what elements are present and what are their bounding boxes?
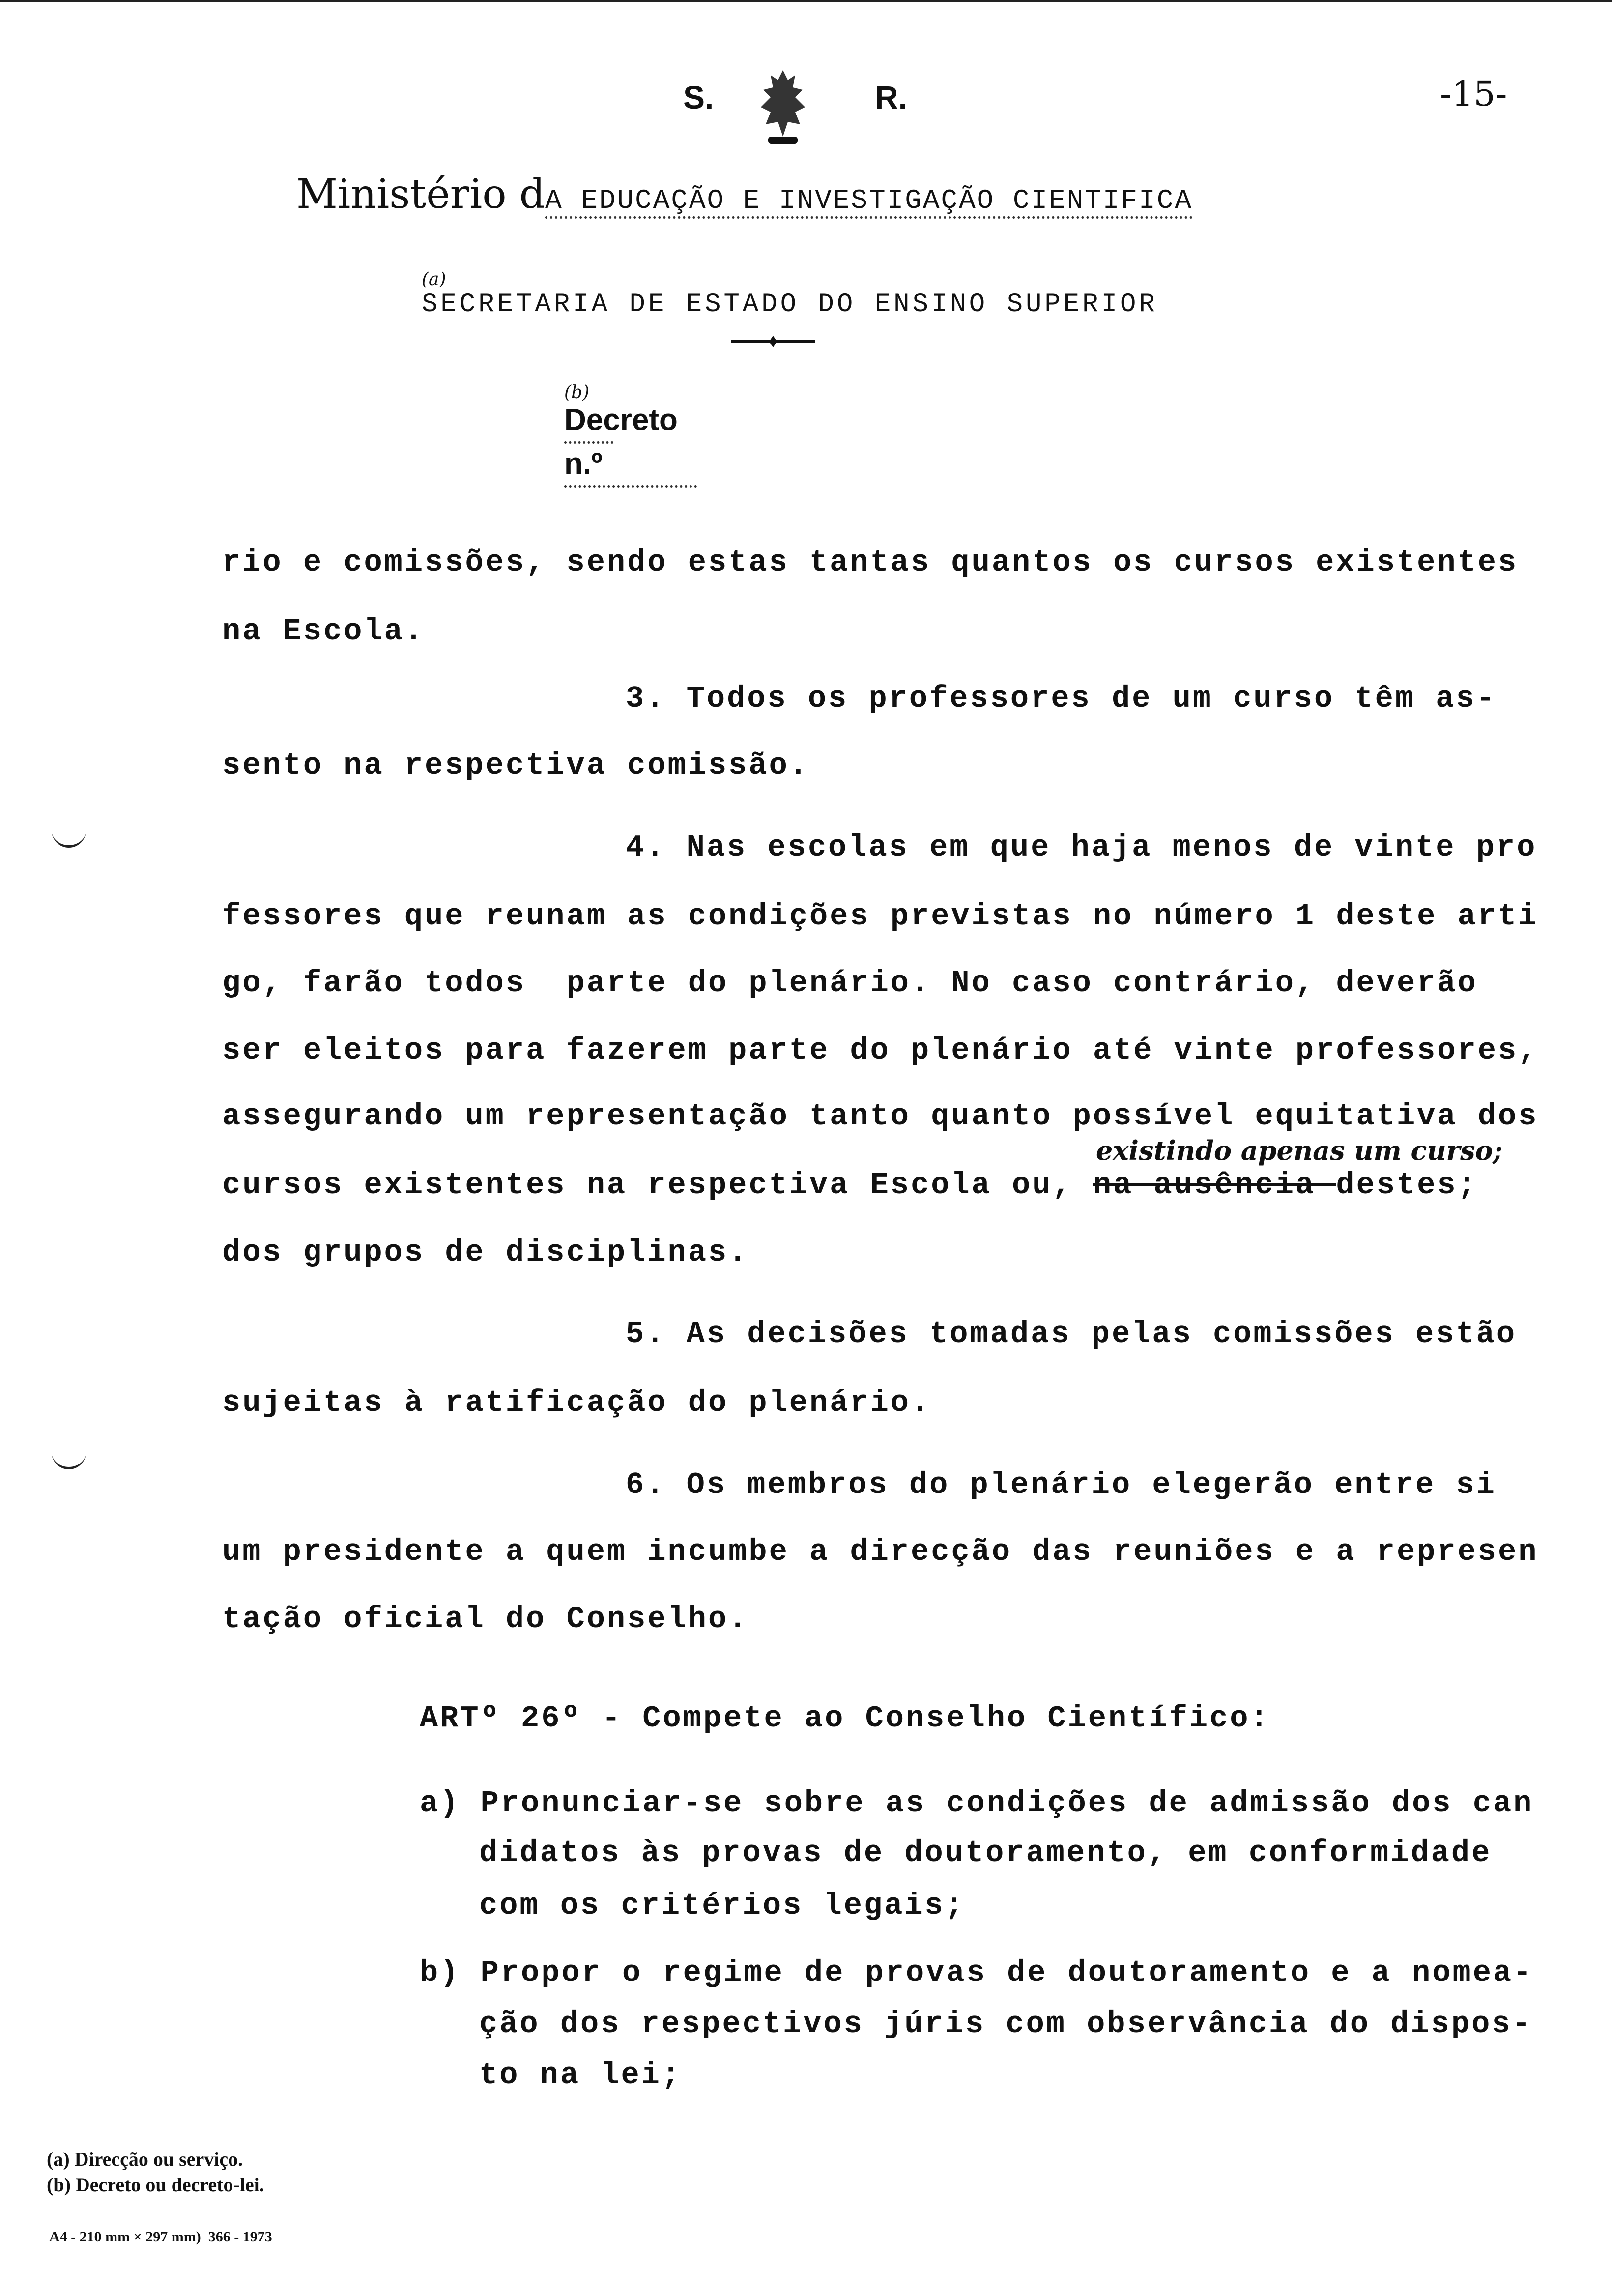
- margin-mark: [52, 1452, 86, 1469]
- body-line: assegurando um representação tanto quanto possível equitativa dos: [222, 1099, 1539, 1134]
- struck-text: na ausência: [1093, 1168, 1336, 1203]
- margin-mark: [52, 831, 86, 848]
- item-b-cont: to na lei;: [479, 2058, 682, 2093]
- item-b: b) Propor o regime de provas de doutoramento e a nomea-: [420, 1955, 1534, 1990]
- decreto-blank: [564, 441, 613, 444]
- footnote-marker-b: (b): [564, 382, 590, 402]
- body-line-with-strike: [222, 1168, 1478, 1203]
- body-line: sento na respectiva comissão.: [222, 748, 809, 783]
- form-code: A4 - 210 mm × 297 mm) 366 - 1973: [49, 2229, 272, 2245]
- body-line: tação oficial do Conselho.: [222, 1602, 749, 1636]
- decreto-label: Decreto: [564, 403, 678, 437]
- r-label: R.: [875, 79, 907, 115]
- item-b-cont: ção dos respectivos júris com observância do dispos-: [479, 2007, 1532, 2041]
- body-line: um presidente a quem incumbe a direcção das reuniões e a represen: [222, 1534, 1539, 1569]
- top-border: [0, 0, 1612, 2]
- ministry-title: [292, 162, 1193, 218]
- body-line-text: cursos existentes na respectiva Escola ou,: [222, 1168, 1093, 1203]
- item-a: a) Pronunciar-se sobre as condições de admissão dos can: [420, 1786, 1534, 1821]
- ministry-name: A EDUCAÇÃO E INVESTIGAÇÃO CIENTIFICA: [545, 185, 1193, 219]
- after-struck-text: destes;: [1336, 1168, 1478, 1203]
- body-line: na Escola.: [222, 614, 425, 649]
- body-line: rio e comissões, sendo estas tantas quantos os cursos existentes: [222, 545, 1519, 580]
- secretaria-name: SECRETARIA DE ESTADO DO ENSINO SUPERIOR: [422, 289, 1158, 319]
- coat-of-arms-emblem: [749, 59, 808, 138]
- paragraph-5: 5. As decisões tomadas pelas comissões estão: [626, 1317, 1517, 1351]
- decreto-line: [560, 373, 697, 490]
- item-a-cont: didatos às provas de doutoramento, em conformidade: [479, 1836, 1492, 1870]
- body-line: dos grupos de disciplinas.: [222, 1235, 749, 1270]
- footnote-b: (b) Decreto ou decreto-lei.: [47, 2174, 264, 2196]
- s-label: S.: [683, 79, 714, 115]
- footnote-marker-a: (a): [422, 269, 446, 289]
- body-line: go, farão todos parte do plenário. No caso contrário, deverão: [222, 966, 1478, 1001]
- numero-label: n.º: [564, 447, 603, 481]
- item-a-cont: com os critérios legais;: [479, 1888, 965, 1923]
- ornament-divider: [727, 327, 811, 337]
- footnote-a: (a) Direcção ou serviço.: [47, 2148, 243, 2170]
- page-number: -15-: [1440, 74, 1507, 114]
- paragraph-6: 6. Os membros do plenário elegerão entre si: [626, 1467, 1497, 1502]
- body-line: sujeitas à ratificação do plenário.: [222, 1385, 931, 1420]
- paragraph-3: 3. Todos os professores de um curso têm as-: [626, 681, 1497, 716]
- secretaria-line: [418, 260, 1158, 319]
- body-line: fessores que reunam as condições previstas no número 1 deste arti: [222, 899, 1539, 934]
- handwritten-insertion: existindo apenas um curso;: [1096, 1135, 1503, 1166]
- ministry-prefix: Ministério d: [296, 171, 546, 218]
- body-line: ser eleitos para fazerem parte do plenário até vinte professores,: [222, 1033, 1539, 1068]
- article-26-heading: ARTº 26º - Compete ao Conselho Científico:: [420, 1701, 1270, 1736]
- paragraph-4: 4. Nas escolas em que haja menos de vinte pro: [626, 830, 1537, 865]
- numero-blank: [564, 485, 697, 488]
